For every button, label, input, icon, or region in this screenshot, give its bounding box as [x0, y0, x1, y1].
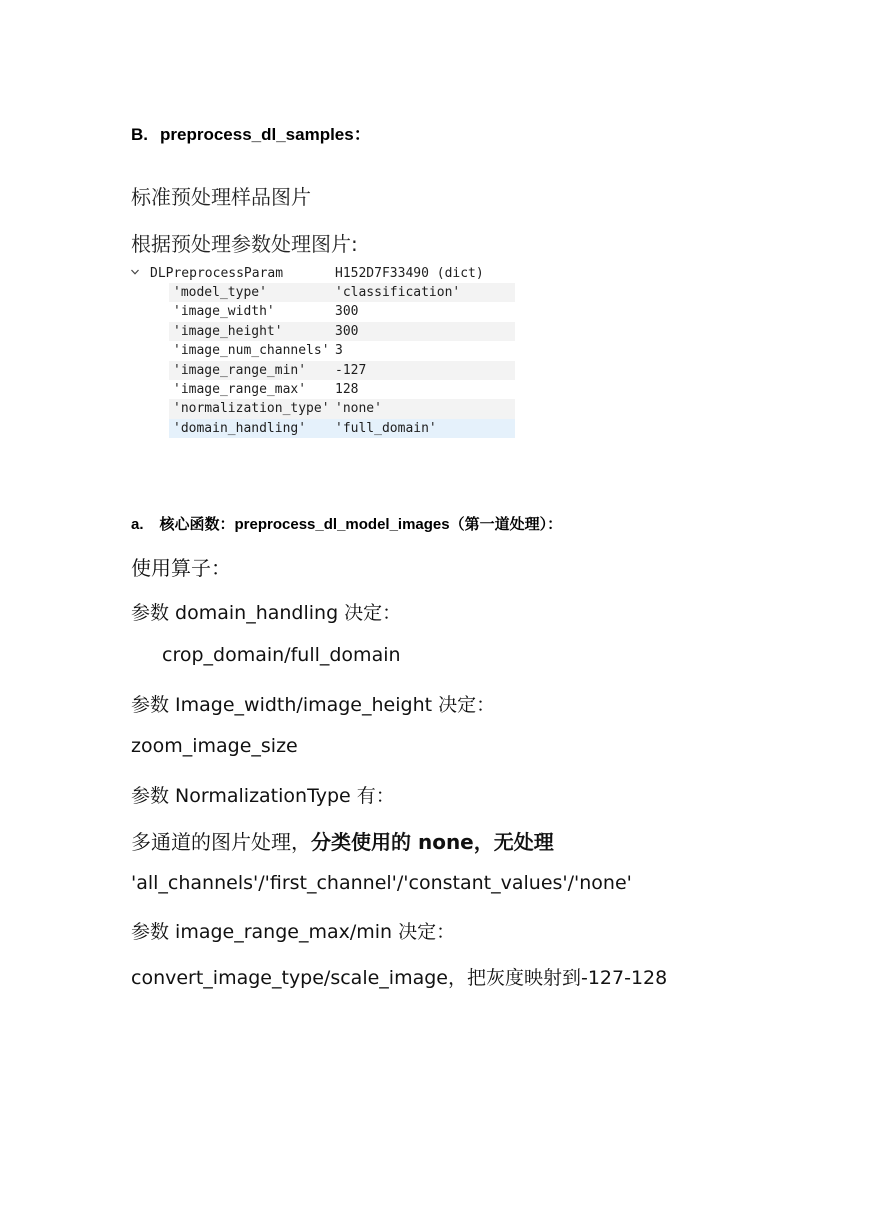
multichannel-bold: 分类使用的 none，无处理: [311, 830, 554, 854]
dict-row[interactable]: [169, 361, 515, 380]
dict-header[interactable]: [128, 264, 518, 283]
dict-row-key: 'image_width': [173, 304, 275, 320]
range-param-line: 参数 image_range_max/min 决定：: [131, 921, 456, 943]
size-param-line: 参数 Image_width/image_height 决定：: [131, 694, 496, 716]
dict-row[interactable]: [169, 399, 515, 418]
range-ops-line: convert_image_type/scale_image，把灰度映射到-127-128: [131, 967, 668, 989]
section-b-heading: [131, 120, 371, 145]
norm-values-line: 'all_channels'/'first_channel'/'constant_values'/'none': [131, 872, 632, 894]
dict-name: DLPreprocessParam: [150, 266, 284, 281]
dict-row-key: 'image_height': [173, 323, 283, 339]
section-b-marker: B.: [131, 125, 148, 144]
intro-line-2: 根据预处理参数处理图片:: [131, 232, 358, 256]
operators-line: 使用算子：: [131, 556, 231, 580]
dict-row-key: 'normalization_type': [173, 401, 330, 417]
dict-row-value: 300: [335, 323, 359, 339]
dict-row[interactable]: [169, 322, 515, 341]
section-a-title: 核心函数：preprocess_dl_model_images（第一道处理）：: [159, 516, 563, 533]
dict-rows: [128, 283, 518, 438]
dict-row-value: 'full_domain': [335, 420, 437, 436]
dict-row[interactable]: [169, 419, 515, 438]
dict-row-value: 'classification': [335, 285, 461, 300]
multichannel-prefix: 多通道的图片处理，: [131, 830, 311, 854]
dict-row-value: 300: [335, 304, 359, 320]
dict-row-value: 3: [335, 343, 343, 359]
chevron-down-icon[interactable]: [128, 264, 142, 283]
domain-param-line: 参数 domain_handling 决定：: [131, 602, 402, 624]
dict-row-key: 'image_range_max': [173, 381, 307, 397]
dict-panel: [128, 264, 518, 438]
norm-param-line: 参数 NormalizationType 有：: [131, 785, 395, 807]
dict-row[interactable]: [169, 302, 515, 321]
dict-row-key: 'image_range_min': [173, 362, 307, 378]
dict-row-value: 128: [335, 381, 359, 397]
section-a-heading: [131, 513, 562, 534]
dict-row[interactable]: [169, 341, 515, 360]
dict-row[interactable]: [169, 380, 515, 399]
dict-row[interactable]: [169, 283, 515, 302]
dict-value: H152D7F33490 (dict): [335, 266, 484, 281]
dict-row-key: 'domain_handling': [173, 420, 307, 436]
dict-row-value: 'none': [335, 401, 382, 417]
dict-row-value: -127: [335, 362, 367, 378]
multichannel-line: [131, 826, 554, 855]
domain-ops-line: crop_domain/full_domain: [162, 644, 401, 666]
dict-row-key: 'image_num_channels': [173, 343, 330, 359]
intro-line-1: 标准预处理样品图片: [131, 185, 311, 209]
size-op-line: zoom_image_size: [131, 735, 298, 757]
section-a-marker: a.: [131, 516, 144, 533]
dict-row-key: 'model_type': [173, 285, 267, 300]
section-b-title: preprocess_dl_samples：: [160, 125, 371, 144]
